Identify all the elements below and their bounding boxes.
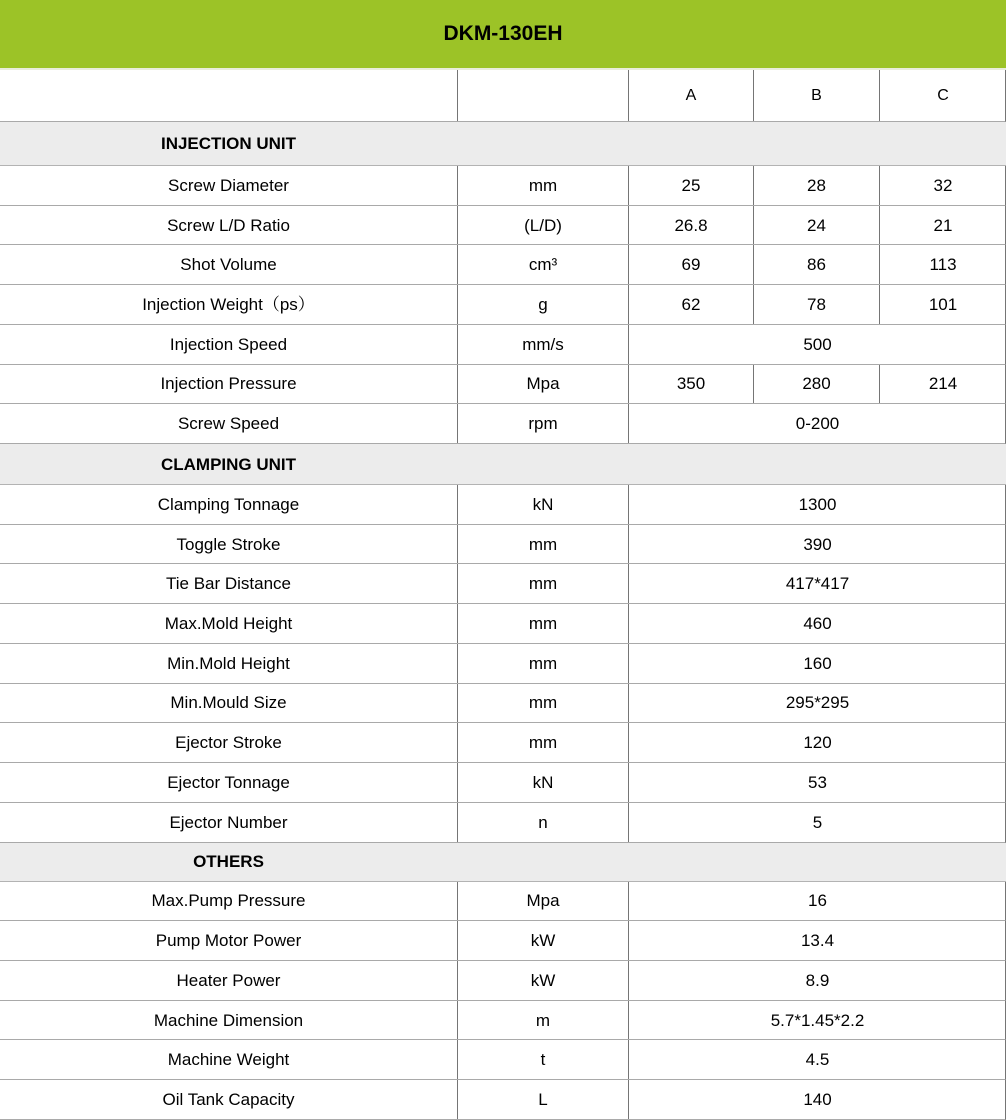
spec-unit: rpm <box>457 404 628 443</box>
spec-value-merged: 4.5 <box>628 1040 1006 1079</box>
spec-value-merged: 120 <box>628 723 1006 762</box>
spec-value-merged: 0-200 <box>628 404 1006 443</box>
spec-unit: mm <box>457 525 628 564</box>
section-header-clamping-unit <box>0 444 1006 485</box>
spec-value-merged: 1300 <box>628 485 1006 524</box>
spec-value-merged: 417*417 <box>628 564 1006 603</box>
spec-row-max-pump-pressure <box>0 882 1006 922</box>
spec-row-min-mould-size <box>0 684 1006 724</box>
spec-unit: L <box>457 1080 628 1119</box>
spec-unit: (L/D) <box>457 206 628 245</box>
spec-label: Injection Speed <box>169 334 288 354</box>
spec-value-b: 28 <box>753 166 879 205</box>
section-header-injection-unit <box>0 122 1006 166</box>
spec-row-ejector-stroke <box>0 723 1006 763</box>
spec-row-ejector-number <box>0 803 1006 843</box>
spec-unit: kW <box>457 961 628 1000</box>
spec-unit: mm/s <box>457 325 628 364</box>
spec-value-merged: 500 <box>628 325 1006 364</box>
spec-value-c: 214 <box>879 365 1006 404</box>
column-header-blank-label <box>0 70 457 121</box>
spec-label: Ejector Tonnage <box>167 772 290 792</box>
spec-value-a: 62 <box>628 285 753 324</box>
spec-row-min-mold-height <box>0 644 1006 684</box>
spec-row-pump-motor-power <box>0 921 1006 961</box>
spec-row-injection-speed <box>0 325 1006 365</box>
column-header-a: A <box>628 70 753 121</box>
spec-label: Injection Weight（ps） <box>142 295 315 315</box>
spec-row-shot-volume <box>0 245 1006 285</box>
spec-unit: Mpa <box>457 365 628 404</box>
spec-row-clamping-tonnage <box>0 485 1006 525</box>
spec-label: Injection Pressure <box>160 374 297 394</box>
section-title: INJECTION UNIT <box>160 134 297 153</box>
spec-label: Screw Speed <box>177 414 280 434</box>
spec-value-c: 113 <box>879 245 1006 284</box>
spec-value-merged: 5.7*1.45*2.2 <box>628 1001 1006 1040</box>
spec-label: Max.Pump Pressure <box>151 891 306 911</box>
spec-label: Toggle Stroke <box>176 534 281 554</box>
spec-value-a: 26.8 <box>628 206 753 245</box>
spec-unit: kN <box>457 485 628 524</box>
spec-row-screw-ld-ratio <box>0 206 1006 246</box>
spec-unit: mm <box>457 564 628 603</box>
spec-unit: Mpa <box>457 882 628 921</box>
spec-row-injection-pressure <box>0 365 1006 405</box>
spec-row-machine-dimension <box>0 1001 1006 1041</box>
spec-unit: mm <box>457 684 628 723</box>
spec-row-ejector-tonnage <box>0 763 1006 803</box>
spec-unit: mm <box>457 723 628 762</box>
spec-value-a: 69 <box>628 245 753 284</box>
column-header-row <box>0 70 1006 122</box>
spec-value-merged: 5 <box>628 803 1006 842</box>
column-header-blank-unit <box>457 70 628 121</box>
spec-unit: g <box>457 285 628 324</box>
column-header-c: C <box>879 70 1006 121</box>
spec-unit: kN <box>457 763 628 802</box>
spec-value-merged: 13.4 <box>628 921 1006 960</box>
spec-unit: kW <box>457 921 628 960</box>
spec-value-b: 86 <box>753 245 879 284</box>
section-title: OTHERS <box>193 852 264 871</box>
spec-row-tie-bar-distance <box>0 564 1006 604</box>
section-header-spacer <box>457 444 1006 484</box>
spec-label: Max.Mold Height <box>164 614 293 634</box>
model-title: DKM-130EH <box>443 22 563 45</box>
spec-label: Machine Weight <box>167 1050 290 1070</box>
spec-label: Ejector Number <box>169 812 288 832</box>
spec-value-a: 350 <box>628 365 753 404</box>
spec-unit: t <box>457 1040 628 1079</box>
spec-value-c: 21 <box>879 206 1006 245</box>
spec-value-merged: 295*295 <box>628 684 1006 723</box>
spec-row-oil-tank-capacity <box>0 1080 1006 1120</box>
section-header-spacer <box>457 843 1006 881</box>
section-header-others <box>0 843 1006 882</box>
spec-unit: mm <box>457 166 628 205</box>
spec-value-merged: 460 <box>628 604 1006 643</box>
spec-value-merged: 140 <box>628 1080 1006 1119</box>
spec-value-merged: 53 <box>628 763 1006 802</box>
spec-value-merged: 390 <box>628 525 1006 564</box>
spec-label: Ejector Stroke <box>175 733 282 753</box>
spec-row-heater-power <box>0 961 1006 1001</box>
spec-label: Shot Volume <box>180 255 277 275</box>
spec-row-screw-diameter <box>0 166 1006 206</box>
spec-value-merged: 8.9 <box>628 961 1006 1000</box>
spec-value-b: 280 <box>753 365 879 404</box>
spec-unit: mm <box>457 644 628 683</box>
spec-value-c: 32 <box>879 166 1006 205</box>
spec-label: Tie Bar Distance <box>165 574 292 594</box>
spec-row-max-mold-height <box>0 604 1006 644</box>
spec-label: Pump Motor Power <box>155 931 302 951</box>
spec-label: Heater Power <box>176 970 281 990</box>
spec-row-machine-weight <box>0 1040 1006 1080</box>
section-title: CLAMPING UNIT <box>160 454 297 474</box>
spec-value-merged: 160 <box>628 644 1006 683</box>
spec-value-merged: 16 <box>628 882 1006 921</box>
column-header-b: B <box>753 70 879 121</box>
spec-value-b: 24 <box>753 206 879 245</box>
spec-unit: n <box>457 803 628 842</box>
spec-unit: cm³ <box>457 245 628 284</box>
spec-value-a: 25 <box>628 166 753 205</box>
spec-row-injection-weight <box>0 285 1006 325</box>
spec-unit: mm <box>457 604 628 643</box>
spec-row-toggle-stroke <box>0 525 1006 565</box>
spec-label: Min.Mould Size <box>170 693 287 713</box>
spec-label: Machine Dimension <box>153 1010 304 1030</box>
spec-label: Screw L/D Ratio <box>167 215 290 235</box>
model-title-bar <box>0 0 1006 70</box>
spec-value-c: 101 <box>879 285 1006 324</box>
spec-row-screw-speed <box>0 404 1006 444</box>
spec-label: Clamping Tonnage <box>157 494 300 514</box>
spec-value-b: 78 <box>753 285 879 324</box>
spec-label: Oil Tank Capacity <box>162 1089 295 1109</box>
section-header-spacer <box>457 122 1006 165</box>
spec-unit: m <box>457 1001 628 1040</box>
spec-label: Min.Mold Height <box>167 653 290 673</box>
spec-label: Screw Diameter <box>168 175 289 195</box>
